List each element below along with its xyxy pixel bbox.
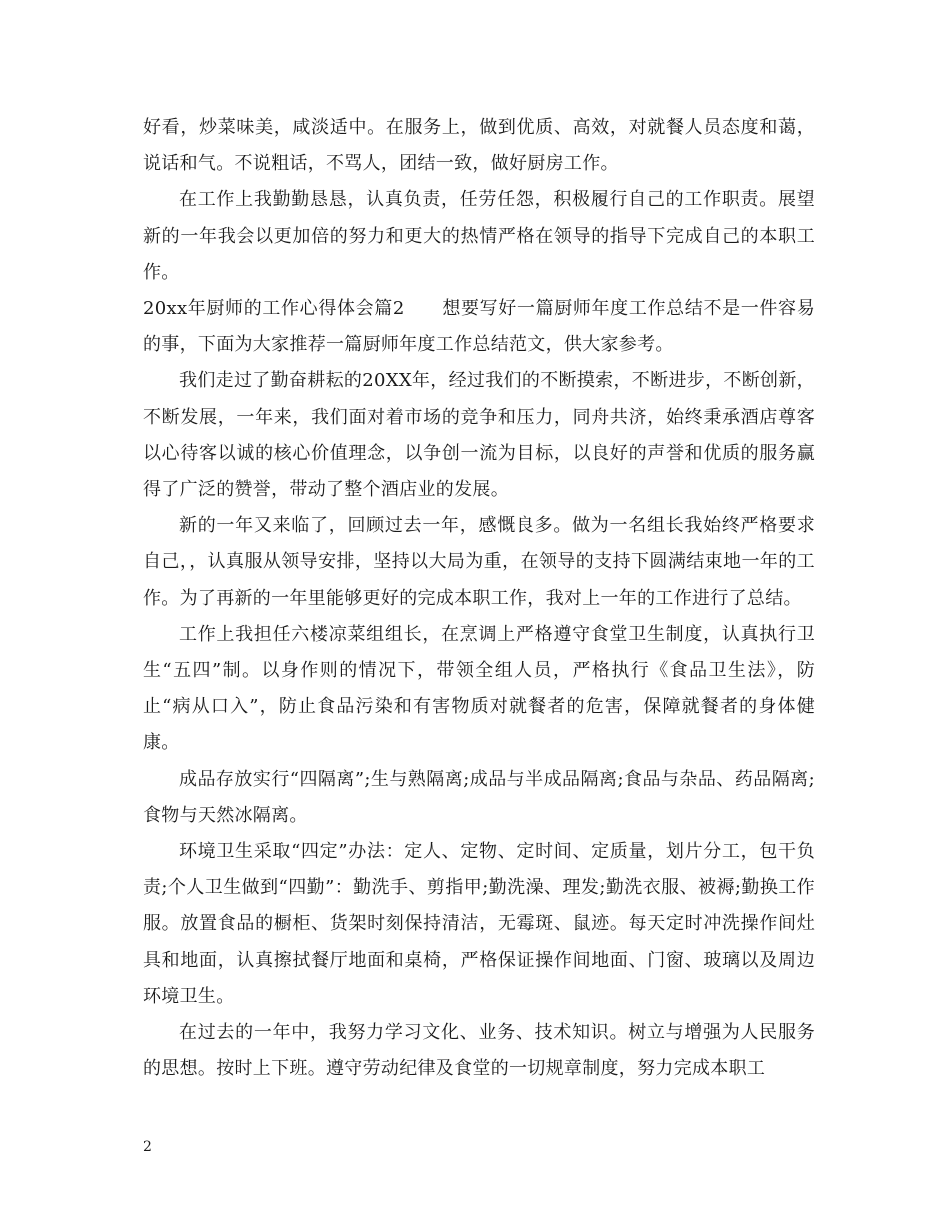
paragraph-5: 新的一年又来临了，回顾过去一年，感慨良多。做为一名组长我始终严格要求自己，，认真服从领导安排，坚持以大局为重，在领导的支持下圆满结束地一年的工作。为了再新的一年里能够更好的完成本职工作，我对上一年的工作进行了总结。 — [143, 515, 815, 609]
paragraph-1: 好看，炒菜味美，咸淡适中。在服务上，做到优质、高效，对就餐人员态度和蔼，说话和气。不说粗话，不骂人，团结一致，做好厨房工作。 — [143, 117, 815, 175]
paragraph-3-heading: 20xx年厨师的工作心得体会篇2 想要写好一篇厨师年度工作总结不是一件容易的事，下面为大家推荐一篇厨师年度工作总结范文，供大家参考。 — [143, 298, 815, 356]
paragraph-9: 在过去的一年中，我努力学习文化、业务、技术知识。树立与增强为人民服务的思想。按时上下班。遵守劳动纪律及食堂的一切规章制度，努力完成本职工 — [143, 1022, 815, 1080]
page-number: 2 — [143, 1139, 152, 1155]
paragraph-6: 工作上我担任六楼凉菜组组长，在烹调上严格遵守食堂卫生制度，认真执行卫生“五四”制。以身作则的情况下，带领全组人员，严格执行《食品卫生法》，防止“病从口入”，防止食品污染和有害物质对就餐者的危害，保障就餐者的身体健康。 — [143, 623, 815, 754]
document-body — [143, 110, 815, 1087]
paragraph-2: 在工作上我勤勤恳恳，认真负责，任劳任怨，积极履行自己的工作职责。展望新的一年我会以更加倍的努力和更大的热情严格在领导的指导下完成自己的本职工作。 — [143, 189, 815, 283]
paragraph-7: 成品存放实行“四隔离”;生与熟隔离;成品与半成品隔离;食品与杂品、药品隔离;食物与天然冰隔离。 — [143, 768, 815, 826]
paragraph-4: 我们走过了勤奋耕耘的20XX年，经过我们的不断摸索，不断进步，不断创新，不断发展，一年来，我们面对着市场的竞争和压力，同舟共济，始终秉承酒店尊客以心待客以诚的核心价值理念，以争创一流为目标，以良好的声誉和优质的服务赢得了广泛的赞誉，带动了整个酒店业的发展。 — [143, 370, 815, 501]
paragraph-8: 环境卫生采取“四定”办法：定人、定物、定时间、定质量，划片分工，包干负责;个人卫生做到“四勤”：勤洗手、剪指甲;勤洗澡、理发;勤洗衣服、被褥;勤换工作服。放置食品的橱柜、货架时刻保持清洁，无霉斑、鼠迹。每天定时冲洗操作间灶具和地面，认真擦拭餐厅地面和桌椅，严格保证操作间地面、门窗、玻璃以及周边环境卫生。 — [143, 841, 815, 1007]
